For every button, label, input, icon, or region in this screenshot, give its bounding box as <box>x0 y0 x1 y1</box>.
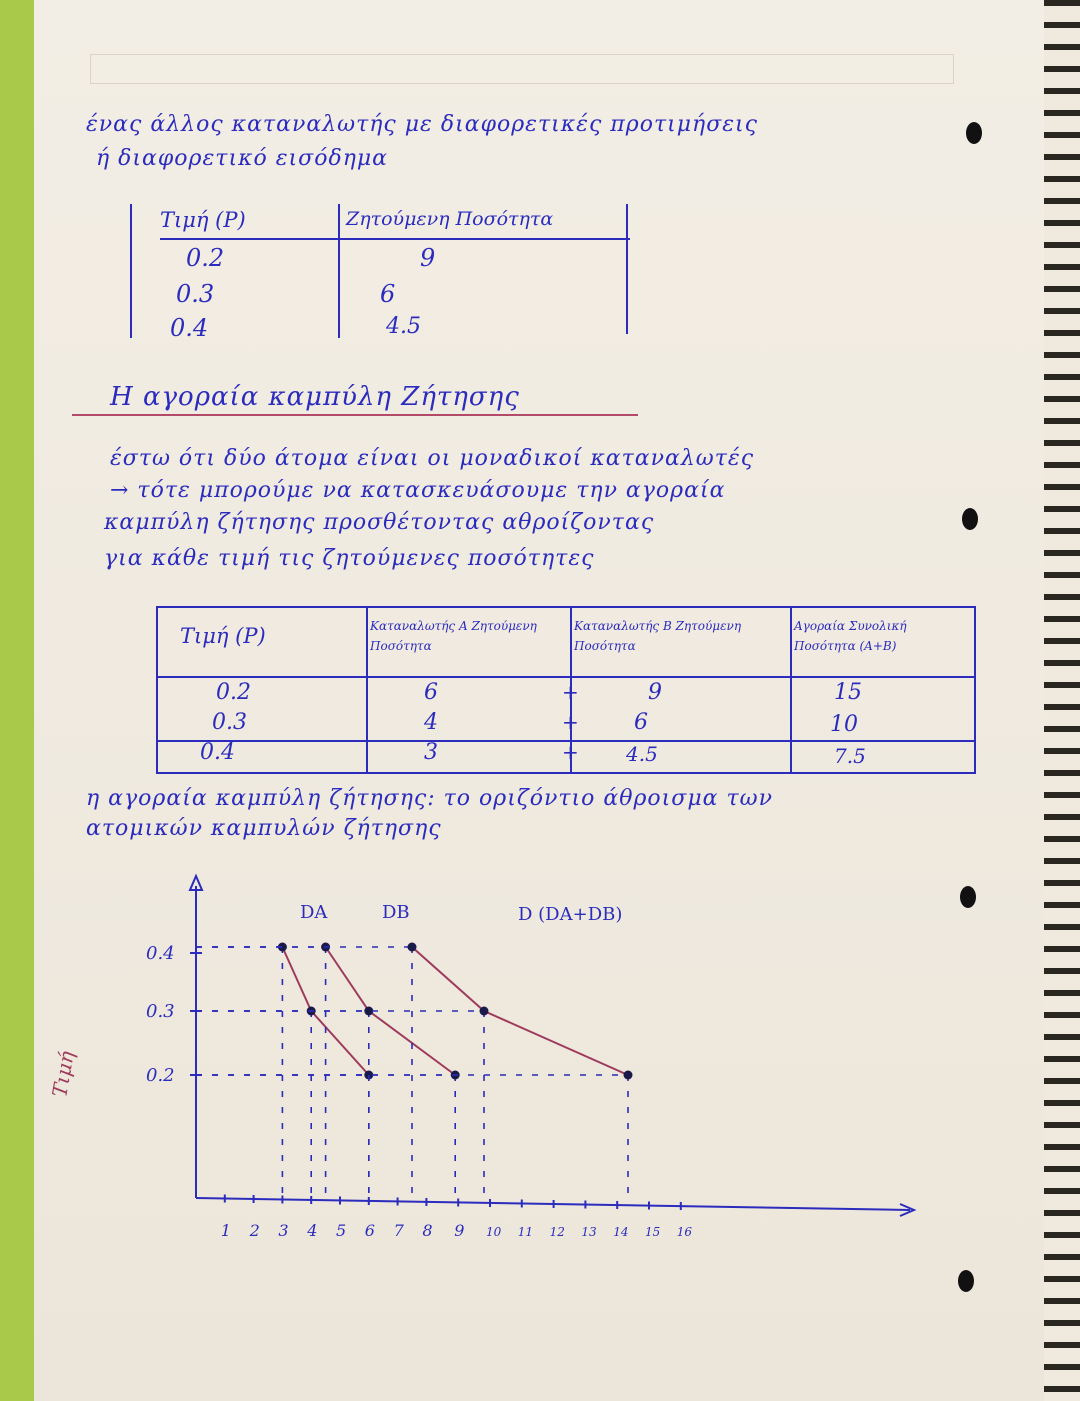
table2-qty-total: 7.5 <box>834 744 866 768</box>
table1-price: 0.4 <box>170 314 209 342</box>
data-point <box>480 1007 489 1016</box>
series-label: DA <box>300 902 328 923</box>
x-tick-label: 8 <box>422 1221 433 1240</box>
x-tick-label: 7 <box>393 1221 404 1240</box>
y-axis-title: Τιμή <box>47 1049 79 1099</box>
table2-plus: + <box>562 710 579 734</box>
x-tick-label: 2 <box>249 1221 260 1240</box>
table2-qty-total: 10 <box>830 712 858 737</box>
y-tick-label: 0.3 <box>146 1001 175 1022</box>
x-tick-label: 6 <box>364 1221 375 1240</box>
table2-price: 0.3 <box>212 710 247 735</box>
table1-price: 0.3 <box>176 280 215 308</box>
x-tick-label: 4 <box>307 1221 318 1240</box>
table2-qty-b: 6 <box>634 710 648 735</box>
table2-price: 0.4 <box>200 740 235 765</box>
table2-qty-a: 3 <box>424 740 438 765</box>
y-tick-label: 0.4 <box>146 943 175 964</box>
table2-plus: + <box>562 680 579 704</box>
data-point <box>408 943 417 952</box>
series-line <box>412 947 628 1075</box>
x-tick-label: 10 <box>486 1225 502 1239</box>
paragraph-line: καμπύλη ζήτησης προσθέτοντας αθροίζοντας <box>104 510 655 535</box>
series-label: DB <box>382 902 410 923</box>
x-tick-label: 16 <box>676 1225 693 1239</box>
x-tick-label: 13 <box>581 1225 597 1239</box>
table1-qty: 4.5 <box>386 314 421 339</box>
y-tick-label: 0.2 <box>146 1065 175 1086</box>
x-tick-label: 9 <box>454 1221 465 1240</box>
table2-plus: + <box>562 740 579 764</box>
table2-header-b: Καταναλωτής B Ζητούμενη Ποσότητα <box>574 619 742 653</box>
table2-header-price: Τιμή (P) <box>180 624 266 648</box>
note-line-2: ή διαφορετικό εισόδημα <box>96 146 389 171</box>
table2-qty-b: 4.5 <box>626 742 658 766</box>
data-point <box>364 1007 373 1016</box>
table1-header-price: Τιμή (P) <box>160 208 246 232</box>
definition-line: ατομικών καμπυλών ζήτησης <box>86 816 442 841</box>
table2-qty-total: 15 <box>834 680 862 705</box>
x-tick-label: 1 <box>220 1221 231 1240</box>
table1-qty: 9 <box>420 244 436 272</box>
section-heading: Η αγοραία καμπύλη Ζήτησης <box>110 382 520 412</box>
x-tick-label: 14 <box>613 1225 629 1239</box>
x-tick-label: 12 <box>549 1225 565 1239</box>
table2-header-a: Καταναλωτής A Ζητούμενη Ποσότητα <box>370 619 537 653</box>
x-tick-label: 3 <box>278 1221 289 1240</box>
paragraph-line: έστω ότι δύο άτομα είναι οι μοναδικοί καταναλωτές <box>110 446 755 471</box>
paragraph-line: για κάθε τιμή τις ζητούμενες ποσότητες <box>104 546 595 571</box>
table1-price: 0.2 <box>186 244 225 272</box>
table2-qty-a: 6 <box>424 680 438 705</box>
x-tick-label: 5 <box>336 1221 347 1240</box>
series-label: D (DA+DB) <box>518 904 623 925</box>
x-tick-label: 11 <box>517 1225 534 1239</box>
definition-line: η αγοραία καμπύλη ζήτησης: το οριζόντιο άθροισμα των <box>86 786 773 811</box>
x-tick-label: 15 <box>645 1225 661 1239</box>
chart-marks <box>47 902 692 1401</box>
table2-qty-b: 9 <box>648 680 662 705</box>
data-point <box>624 1071 633 1080</box>
paragraph-line: → τότε μπορούμε να κατασκευάσουμε την αγοραία <box>110 478 726 503</box>
table1-qty: 6 <box>380 280 396 308</box>
chart-axes <box>190 876 914 1216</box>
table2-price: 0.2 <box>216 680 251 705</box>
table2-qty-a: 4 <box>424 710 438 735</box>
table1-header-qty: Ζητούμενη Ποσότητα <box>346 208 554 230</box>
note-line-1: ένας άλλος καταναλωτής με διαφορετικές προτιμήσεις <box>86 112 758 137</box>
table2-header-total: Αγοραία Συνολική Ποσότητα (A+B) <box>794 619 907 653</box>
